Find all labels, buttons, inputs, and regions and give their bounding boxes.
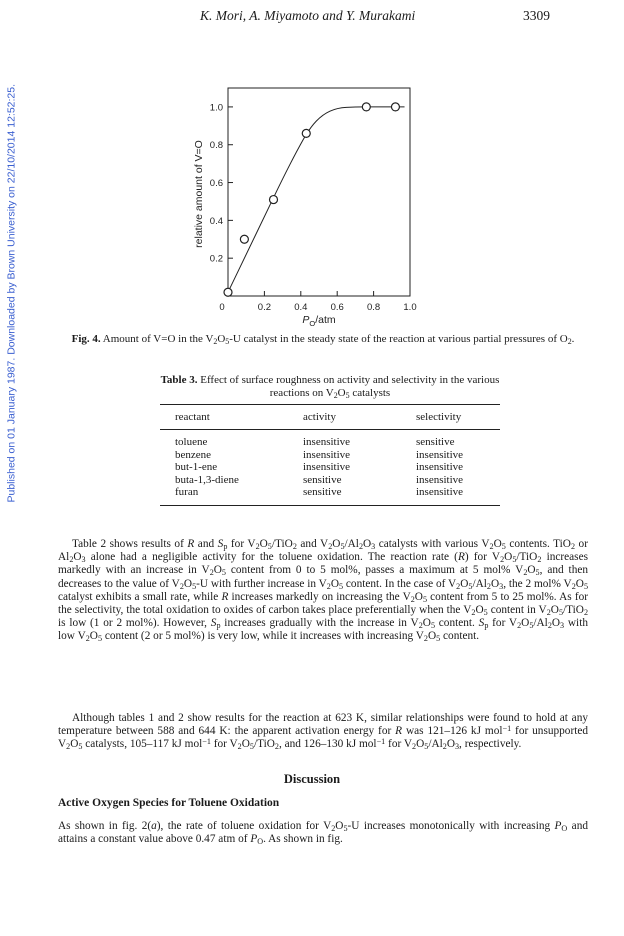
col-header: reactant	[160, 405, 288, 430]
table-header-row	[160, 405, 500, 430]
col-header: activity	[288, 405, 401, 430]
paragraph-activation-energy: Although tables 1 and 2 show results for the reaction at 623 K, similar relationships were found to hold at any temperature between 588 and 644 K: the apparent activation energy for R was 121–126 kJ mol$^{-1}$ for unsupported $V_2O_5$ catalysts, 105–117 kJ mol$^{-1}$ for $V_2O_5/TiO_2$, and 126–130 kJ mol$^{-1}$ for $V_2O_5/Al_2O_3$, respectively.	[58, 712, 589, 752]
x-tick-label: 0.4	[294, 302, 308, 313]
data-point	[302, 129, 310, 137]
y-tick-label: 0.2	[209, 253, 223, 265]
running-authors: K. Mori, A. Miyamoto and Y. Murakami	[200, 8, 416, 23]
paragraph-discussion: As shown in fig. 2(a), the rate of toluene oxidation for $V_2O_5-U$ increases monotonically with increasing $P_O$ and attains a constant value above 0.47 atm of $P_O$. As shown in fig.	[58, 820, 588, 847]
y-tick-label: 0.6	[209, 178, 223, 190]
data-point	[224, 288, 232, 296]
table-row: furan sensitive insensitive	[160, 486, 500, 505]
page-number: 3309	[523, 8, 550, 23]
y-axis-label: relative amount of V=O	[193, 140, 205, 248]
x-tick-label: 0	[219, 302, 225, 313]
data-point	[270, 196, 278, 204]
data-point	[391, 103, 399, 111]
table-3	[160, 404, 500, 506]
figure-caption: Fig. 4. Amount of V=O in the $V_2O_5-U$ catalyst in the steady state of the reaction at various partial pressures of $O_2$.	[71, 333, 575, 346]
page-header	[0, 8, 624, 28]
col-header: selectivity	[401, 405, 500, 430]
y-tick-label: 0.8	[209, 140, 223, 152]
y-axis-ticks	[210, 102, 233, 264]
x-axis-label: $P_O$/atm	[302, 314, 336, 328]
data-points	[224, 103, 399, 296]
paragraph-results: Table 2 shows results of R and $S_p$ for $V_2O_5/TiO_2$ and $V_2O_5/Al_2O_3$ catalysts with various $V_2O_5$ contents. TiO$_2$ or $Al_2O_3$ alone had a negligible activity for the toluene oxidation. The reaction rate (R) for $V_2O_5/TiO_2$ increases markedly with an increase in $V_2O_5$ content from 0 to 5 mol%, passes a maximum at 5 mol% $V_2O_5$, and then decreases to the value of $V_2O_5-U$ with further increase in $V_2O_5$ content. In the case of $V_2O_5/Al_2O_3$, the 2 mol% $V_2O_5$ catalyst exhibits a small rate, while R increases markedly on increasing the $V_2O_5$ content from 5 to 25 mol%. As for the selectivity, the total oxidation to oxides of carbon takes place preferentially when the $V_2O_5$ content in $V_2O_5/TiO_2$ is low (1 or 2 mol%). However, $S_p$ increases gradually with the increase in $V_2O_5$ content. $S_p$ for $V_2O_5/Al_2O_3$ with low $V_2O_5$ content (2 or 5 mol%) is very low, while it increases with increasing $V_2O_5$ content.	[58, 538, 589, 644]
x-tick-label: 0.6	[330, 302, 344, 313]
data-point	[362, 103, 370, 111]
table-3-caption: Table 3. Effect of surface roughness on activity and selectivity in the various reactions on $V_2O_5$ catalysts	[160, 374, 500, 400]
section-heading: Discussion	[283, 772, 341, 786]
table-row: but-1-ene insensitive insensitive	[175, 461, 464, 473]
table-row: buta-1,3-diene sensitive insensitive	[175, 473, 464, 486]
plot-frame	[228, 88, 410, 296]
x-tick-label: 0.2	[257, 302, 272, 313]
table-row: toluene insensitive sensitive	[175, 436, 455, 448]
y-tick-label: 1.0	[209, 102, 223, 114]
x-tick-label: 0.8	[366, 302, 381, 313]
fitted-curve	[228, 107, 405, 292]
figure-4-chart	[150, 78, 470, 328]
figure-label: Fig. 4.	[71, 333, 101, 345]
x-axis-ticks	[219, 291, 416, 313]
subsection-heading: Active Oxygen Species for Toluene Oxidation	[58, 797, 280, 809]
data-point	[240, 235, 248, 243]
download-watermark[interactable]: Published on 01 January 1987. Downloaded by Brown University on 22/10/2014 12:52:25.	[5, 83, 18, 503]
table-row: benzene insensitive insensitive	[175, 448, 464, 461]
y-tick-label: 0.4	[209, 215, 223, 227]
x-tick-label: 1.0	[403, 302, 417, 313]
